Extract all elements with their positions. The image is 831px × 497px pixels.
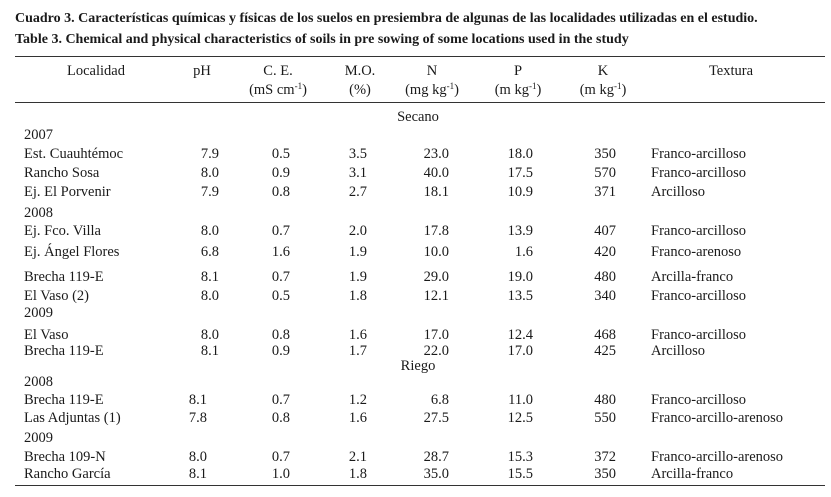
cell-textura: Franco-arcilloso bbox=[651, 165, 747, 181]
cell-p: 13.5 bbox=[507, 288, 533, 304]
cell-textura: Arcilla-franco bbox=[651, 269, 734, 285]
cell-p: 17.5 bbox=[507, 165, 533, 181]
cell-mo: 2.0 bbox=[348, 223, 367, 239]
cell-textura: Arcilla-franco bbox=[651, 466, 734, 482]
cell-ph: 8.1 bbox=[200, 269, 219, 285]
cell-textura: Franco-arenoso bbox=[651, 244, 742, 260]
cell-localidad: Ej. Ángel Flores bbox=[24, 244, 120, 260]
cell-textura: Franco-arcilloso bbox=[651, 392, 747, 408]
header-p: P bbox=[513, 63, 523, 79]
cell-k: 350 bbox=[594, 466, 616, 482]
cell-ph: 8.0 bbox=[200, 288, 219, 304]
cell-mo: 1.9 bbox=[348, 244, 367, 260]
header-localidad: Localidad bbox=[67, 63, 125, 79]
cell-k: 468 bbox=[594, 327, 616, 343]
cell-ph: 8.1 bbox=[188, 392, 207, 408]
cell-mo: 2.1 bbox=[348, 449, 367, 465]
cell-textura: Franco-arcillo-arenoso bbox=[651, 449, 784, 465]
header-ce-unit: (mS $cm^{-1}$) bbox=[249, 81, 307, 98]
cell-ce: 0.8 bbox=[271, 327, 290, 343]
cell-k: 340 bbox=[594, 288, 616, 304]
cell-textura: Franco-arcillo-arenoso bbox=[651, 410, 784, 426]
cell-p: 12.5 bbox=[507, 410, 533, 426]
cell-n: 12.1 bbox=[423, 288, 449, 304]
cell-n: 22.0 bbox=[423, 343, 449, 359]
cell-k: 371 bbox=[594, 184, 616, 200]
section-riego: Riego bbox=[400, 358, 436, 374]
cell-n: 23.0 bbox=[423, 146, 449, 162]
cell-ph: 8.1 bbox=[200, 343, 219, 359]
cell-ph: 8.0 bbox=[200, 327, 219, 343]
cell-n: 6.8 bbox=[430, 392, 449, 408]
cell-mo: 1.6 bbox=[348, 410, 367, 426]
top-rule bbox=[15, 56, 825, 57]
cell-n: 17.0 bbox=[423, 327, 449, 343]
cell-n: 28.7 bbox=[423, 449, 449, 465]
year-label: 2008 bbox=[24, 374, 53, 390]
header-k-unit: (m $kg^{-1}$) bbox=[579, 81, 627, 98]
cell-ce: 0.5 bbox=[271, 146, 290, 162]
cell-textura: Franco-arcilloso bbox=[651, 288, 747, 304]
year-label: 2009 bbox=[24, 430, 53, 446]
year-label: 2009 bbox=[24, 305, 53, 321]
cell-mo: 1.2 bbox=[348, 392, 367, 408]
cell-ph: 8.0 bbox=[200, 165, 219, 181]
cell-mo: 1.7 bbox=[348, 343, 367, 359]
header-n-unit: (mg $kg^{-1}$) bbox=[405, 81, 459, 98]
cell-mo: 1.9 bbox=[348, 269, 367, 285]
bottom-rule bbox=[15, 485, 825, 486]
cell-p: 15.5 bbox=[507, 466, 533, 482]
cell-n: 17.8 bbox=[423, 223, 449, 239]
cell-k: 407 bbox=[594, 223, 616, 239]
cell-textura: Franco-arcilloso bbox=[651, 223, 747, 239]
caption-spanish: Cuadro 3. Características químicas y físicas de los suelos en presiembra de algunas de las localidades utilizadas en el estudio. bbox=[15, 11, 758, 26]
cell-ph: 8.1 bbox=[188, 466, 207, 482]
cell-ph: 8.0 bbox=[188, 449, 207, 465]
cell-n: 40.0 bbox=[423, 165, 449, 181]
cell-localidad: El Vaso (2) bbox=[24, 288, 89, 304]
year-label: 2007 bbox=[24, 127, 53, 143]
section-secano: Secano bbox=[397, 109, 439, 125]
cell-mo: 1.8 bbox=[348, 288, 367, 304]
header-mo-unit: (%) bbox=[349, 82, 371, 98]
header-ce: C. E. bbox=[263, 63, 293, 79]
cell-localidad: Brecha 119-E bbox=[24, 269, 104, 285]
cell-mo: 3.5 bbox=[348, 146, 367, 162]
cell-localidad: Las Adjuntas (1) bbox=[24, 410, 121, 426]
cell-mo: 1.8 bbox=[348, 466, 367, 482]
cell-p: 15.3 bbox=[507, 449, 533, 465]
cell-localidad: Brecha 119-E bbox=[24, 392, 104, 408]
header-n: N bbox=[426, 63, 438, 79]
cell-ph: 7.9 bbox=[200, 184, 219, 200]
cell-k: 372 bbox=[594, 449, 616, 465]
cell-k: 550 bbox=[594, 410, 616, 426]
year-label: 2008 bbox=[24, 205, 53, 221]
cell-ce: 1.6 bbox=[271, 244, 290, 260]
cell-textura: Franco-arcilloso bbox=[651, 146, 747, 162]
cell-localidad: Rancho Sosa bbox=[24, 165, 100, 181]
cell-textura: Arcilloso bbox=[651, 184, 705, 200]
cell-p: 12.4 bbox=[507, 327, 533, 343]
header-ph: pH bbox=[193, 63, 211, 79]
header-rule bbox=[15, 102, 825, 103]
cell-ph: 7.8 bbox=[188, 410, 207, 426]
header-textura: Textura bbox=[708, 63, 754, 79]
cell-p: 19.0 bbox=[507, 269, 533, 285]
cell-n: 29.0 bbox=[423, 269, 449, 285]
cell-ce: 0.8 bbox=[271, 184, 290, 200]
cell-p: 13.9 bbox=[507, 223, 533, 239]
cell-k: 425 bbox=[594, 343, 616, 359]
cell-ce: 0.7 bbox=[271, 392, 290, 408]
cell-ce: 0.8 bbox=[271, 410, 290, 426]
header-mo: M.O. bbox=[344, 63, 376, 79]
cell-localidad: Brecha 109-N bbox=[24, 449, 106, 465]
cell-p: 18.0 bbox=[507, 146, 533, 162]
cell-ph: 6.8 bbox=[200, 244, 219, 260]
cell-ce: 0.7 bbox=[271, 449, 290, 465]
cell-ph: 7.9 bbox=[200, 146, 219, 162]
cell-mo: 3.1 bbox=[348, 165, 367, 181]
cell-ce: 1.0 bbox=[271, 466, 290, 482]
cell-k: 350 bbox=[594, 146, 616, 162]
cell-localidad: Brecha 119-E bbox=[24, 343, 104, 359]
cell-localidad: El Vaso bbox=[24, 327, 69, 343]
cell-n: 18.1 bbox=[423, 184, 449, 200]
cell-mo: 1.6 bbox=[348, 327, 367, 343]
cell-ce: 0.7 bbox=[271, 223, 290, 239]
cell-p: 11.0 bbox=[508, 392, 533, 408]
cell-mo: 2.7 bbox=[348, 184, 367, 200]
cell-localidad: Ej. Fco. Villa bbox=[24, 223, 101, 239]
cell-ce: 0.9 bbox=[271, 343, 290, 359]
caption-english: Table 3. Chemical and physical characteristics of soils in pre sowing of some locations used in the study bbox=[15, 32, 629, 47]
cell-ce: 0.5 bbox=[271, 288, 290, 304]
cell-ce: 0.7 bbox=[271, 269, 290, 285]
cell-localidad: Est. Cuauhtémoc bbox=[24, 146, 124, 162]
cell-k: 480 bbox=[594, 392, 616, 408]
cell-ph: 8.0 bbox=[200, 223, 219, 239]
cell-n: 10.0 bbox=[423, 244, 449, 260]
cell-k: 570 bbox=[594, 165, 616, 181]
cell-k: 420 bbox=[594, 244, 616, 260]
cell-localidad: Rancho García bbox=[24, 466, 111, 482]
header-p-unit: (m $kg^{-1}$) bbox=[494, 81, 542, 98]
cell-textura: Arcilloso bbox=[651, 343, 705, 359]
header-k: K bbox=[597, 63, 609, 79]
cell-p: 1.6 bbox=[514, 244, 533, 260]
cell-k: 480 bbox=[594, 269, 616, 285]
cell-textura: Franco-arcilloso bbox=[651, 327, 747, 343]
cell-p: 10.9 bbox=[507, 184, 533, 200]
cell-p: 17.0 bbox=[507, 343, 533, 359]
cell-n: 27.5 bbox=[423, 410, 449, 426]
cell-ce: 0.9 bbox=[271, 165, 290, 181]
cell-n: 35.0 bbox=[423, 466, 449, 482]
cell-localidad: Ej. El Porvenir bbox=[24, 184, 111, 200]
